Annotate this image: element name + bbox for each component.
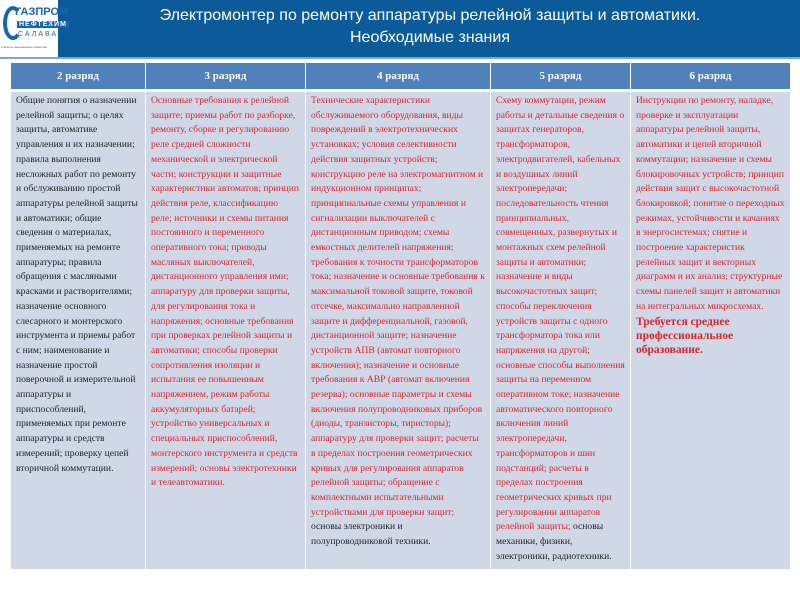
header-grade-6: 6 разряд [631,63,791,91]
slide-header [0,0,800,59]
cell-grade-5: Схему коммутации, режим работы и детальные сведения о защитах генераторов, трансформаторов, электродвигателей, кабельных и воздушных линий электропередачи; последовательность чтения принципиальных, совмещенных, развернутых и монтажных схем релейной защиты и автоматики; назначение и виды высокочастотных защит; способы переключения устройств защиты с одного трансформатора тока или напряжения на другой; основные способы выполнения защиты на переменном оперативном токе; назначение автоматического повторного включения линий электропередачи, трансформаторов и шин подстанций; расчеты в пределах построения геометрических кривых при регулировании аппаратов релейной защиты; основы механики, физики, электроники, радиотехники. [491,91,631,570]
cell-grade-4: Технические характеристики обслуживаемого оборудования, виды повреждений в электротехнических установках; условия селективности действия защитных устройств; конструкцию реле на электромагнитном и индукционном принципах; принципиальные схемы управления и сигнализации выключателей с дистанционным приводом; схемы емкостных делителей напряжения; требования к точности трансформаторов тока; назначение и основные требования к максимальной токовой защите, токовой отсечке, максимально направленной защите и дифференциальной, газовой, дистанционной защите; назначение устройств АПВ (автомат повторного включения); назначение и основные требования к АВР (автомат включения резерва); основные параметры и схемы включения полупроводниковых приборов (диоды, транзисторы, тиристоры); аппаратуру для проверки защит; расчеты в пределах построения геометрических кривых для регулирования аппаратов релейной защиты; обращение с комплектными испытательными устройствами для проверки защит; основы электроники и полупроводниковой техники. [306,91,491,570]
header-grade-3: 3 разряд [146,63,306,91]
cell-grade-2: Общие понятия о назначении релейной защиты; о целях защиты, автоматике управления и их назначении; правила выполнения несложных работ по ремонту и обслуживанию простой аппаратуры релейной защиты и автоматики; общие сведения о материалах, применяемых на ремонте аппаратуры; правила обращения с масляными красками и растворителями; назначение основного слесарного и монтерского инструмента и приемы работ с ним; наименование и назначение простой поверочной и измерительной аппаратуры и приспособлений, применяемых при ремонте аппаратуры и средств измерений; проверку цепей вторичной коммутации. [11,91,146,570]
header-grade-4: 4 разряд [306,63,491,91]
table-row [11,91,791,570]
slide-title: Электромонтер по ремонту аппаратуры релейной защиты и автоматики. Необходимые знания [159,7,701,46]
cell-grade-6: Инструкции по ремонту, наладке, проверке и эксплуатации аппаратуры релейной защиты, автоматики и цепей вторичной коммутации; назначение и схемы блокировочных устройств; принцип действия защит с высокочастотной блокировкой; понятие о переходных режимах, устойчивости и качаниях в энергосистемах; снятие и построение характеристик релейных защит и векторных диаграмм и их анализ; структурные схемы панелей защит и автоматики на интегральных микросхемах. Требуется среднее профессиональное образование. [631,91,791,570]
skills-table [10,62,791,570]
table-header-row [11,63,791,91]
education-requirement: Требуется среднее профессиональное образование. [636,315,734,356]
gazprom-neftekhim-salavat-logo: ГАЗПРОМ НЕФТЕХИМ САЛАВАТ открытое акционерное общество [0,0,58,57]
cell-grade-3: Основные требования к релейной защите; приемы работ по разборке, ремонту, сборке и регулированию реле средней сложности механической и электрической части; конструкции и защитные характеристики автоматов; принцип действия реле, классификацию реле; источники и схемы питания постоянного и переменного оперативного тока; приводы масляных выключателей, дистанционного управления ими; аппаратуру для проверки защиты, для регулирования тока и напряжения; основные требования при проверках релейной защиты и автоматики; способы проверки сопротивления изоляции и испытания ее повышенным напряжением, режим работы аккумуляторных батарей; устройство универсальных и специальных приспособлений, монтерского инструмента и средств измерений; основы электротехники и телеавтоматики. [146,91,306,570]
header-grade-2: 2 разряд [11,63,146,91]
header-grade-5: 5 разряд [491,63,631,91]
